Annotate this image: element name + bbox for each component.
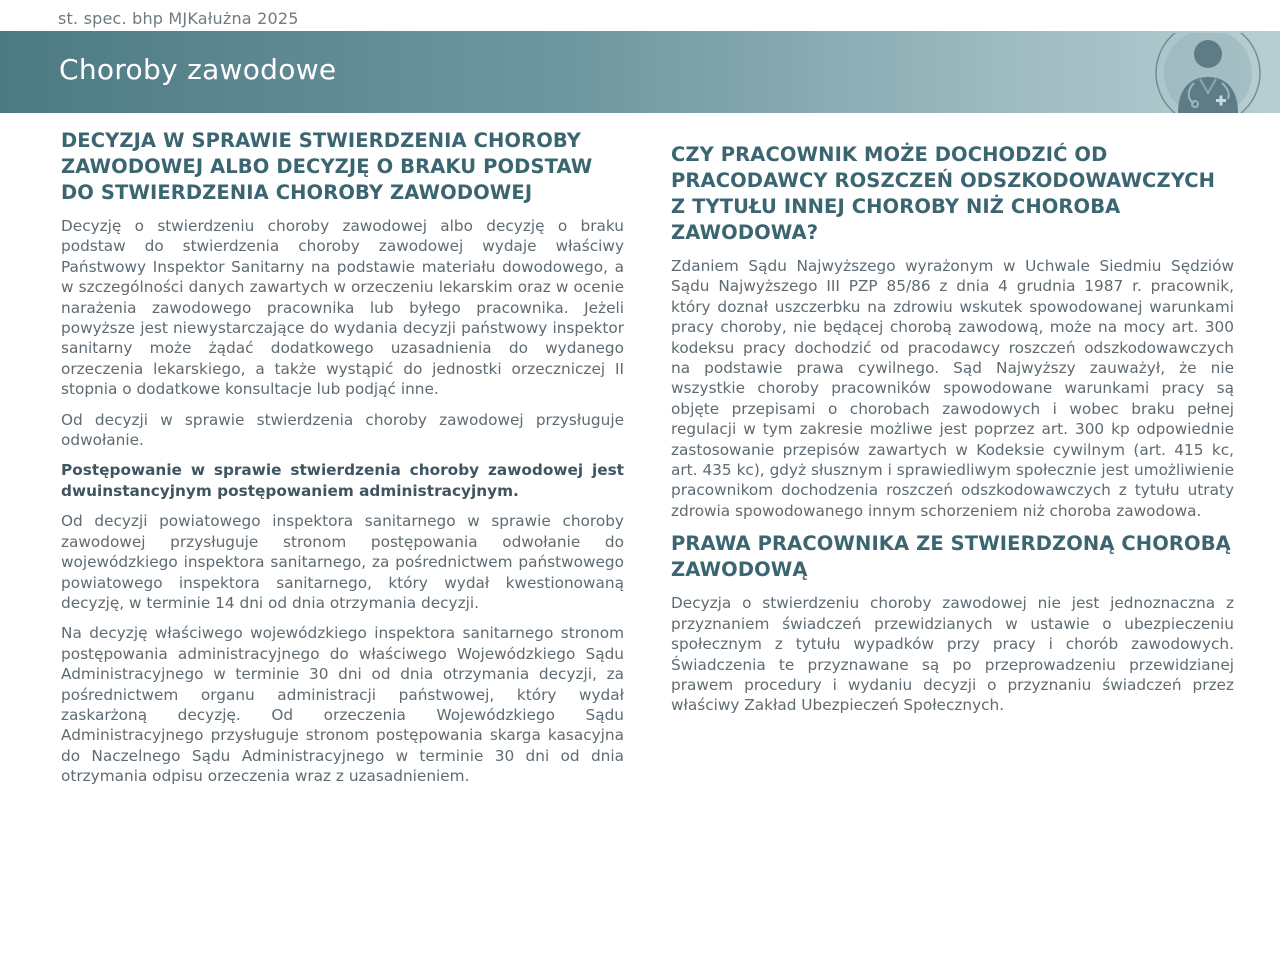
left-paragraph-4: Od decyzji powiatowego inspektora sanitarnego w sprawie choroby zawodowej przysługuje stronom postępowania odwołanie do wojewódzkiego inspektora sanitarnego, za pośrednictwem państwowego powiatowego inspektora sanitarnego, który wydał kwestionowaną decyzję, w terminie 14 dni od dnia otrzymania decyzji.	[61, 512, 624, 612]
left-paragraph-bold: Postępowanie w sprawie stwierdzenia choroby zawodowej jest dwuinstancyjnym postępowaniem administracyjnym.	[61, 461, 624, 500]
page-title: Choroby zawodowe	[59, 53, 337, 86]
left-paragraph-5: Na decyzję właściwego wojewódzkiego inspektora sanitarnego stronom postępowania administracyjnego do właściwego Wojewódzkiego Sądu Administracyjnego w terminie 30 dni od dnia otrzymania decyzji, za pośrednictwem organu administracji państwowej, który wydał zaskarżoną decyzję. Od orzeczenia Wojewódzkiego Sądu Administracyjnego przysługuje stronom postępowania skarga kasacyjna do Naczelnego Sądu Administracyjnego w terminie 30 dni od dnia otrzymania odpisu orzeczenia wraz z uzasadnieniem.	[61, 624, 624, 786]
author-note: st. spec. bhp MJKałużna 2025	[58, 9, 299, 28]
doctor-icon	[1150, 33, 1268, 113]
right-heading-1: CZY PRACOWNIK MOŻE DOCHODZIĆ OD PRACODAWCY ROSZCZEŃ ODSZKODOWAWCZYCH Z TYTUŁU INNEJ CHOROBY NIŻ CHOROBA ZAWODOWA?	[671, 143, 1216, 244]
right-heading-2: PRAWA PRACOWNIKA ZE STWIERDZONĄ CHOROBĄ ZAWODOWĄ	[671, 532, 1231, 582]
left-heading: DECYZJA W SPRAWIE STWIERDZENIA CHOROBY ZAWODOWEJ ALBO DECYZJĘ O BRAKU PODSTAW DO STWIERDZENIA CHOROBY ZAWODOWEJ	[61, 129, 593, 204]
title-banner	[0, 31, 1280, 113]
left-paragraph-2: Od decyzji w sprawie stwierdzenia choroby zawodowej przysługuje odwołanie.	[61, 410, 624, 450]
left-column	[61, 128, 624, 797]
right-paragraph-2: Decyzja o stwierdzeniu choroby zawodowej nie jest jednoznaczna z przyznaniem świadczeń przewidzianych w ustawie o ubezpieczeniu społecznym z tytułu wypadków przy pracy i chorób zawodowych. Świadczenia te przyznawane są po przeprowadzeniu przewidzianej prawem procedury i wydaniu decyzji o przyznaniu świadczeń przez właściwy Zakład Ubezpieczeń Społecznych.	[671, 594, 1234, 715]
right-paragraph-1: Zdaniem Sądu Najwyższego wyrażonym w Uchwale Siedmiu Sędziów Sądu Najwyższego III PZP 85/86 z dnia 4 grudnia 1987 r. pracownik, który doznał uszczerbku na zdrowiu wskutek spowodowanej warunkami pracy choroby, nie będącej chorobą zawodową, może na mocy art. 300 kodeksu pracy dochodzić od pracodawcy roszczeń odszkodowawczych na podstawie prawa cywilnego. Sąd Najwyższy zauważył, że nie wszystkie choroby pracowników spowodowane warunkami pracy są objęte przepisami o chorobach zawodowych i wobec braku pełnej regulacji w tym zakresie możliwe jest poprzez art. 300 kp odpowiednie zastosowanie przepisów zawartych w Kodeksie cywilnym (art. 415 kc, art. 435 kc), gdyż słusznym i sprawiedliwym społecznie jest umożliwienie pracownikom dochodzenia roszczeń odszkodowawczych z tytułu utraty zdrowia spowodowanego innym schorzeniem niż choroba zawodowa.	[671, 257, 1234, 520]
right-column	[671, 142, 1234, 716]
left-paragraph-1: Decyzję o stwierdzeniu choroby zawodowej albo decyzję o braku podstaw do stwierdzenia choroby zawodowej wydaje właściwy Państwowy Inspektor Sanitarny na podstawie materiału dowodowego, a w szczególności danych zawartych w orzeczeniu lekarskim oraz w ocenie narażenia zawodowego pracownika lub byłego pracownika. Jeżeli powyższe jest niewystarczające do wydania decyzji państwowy inspektor sanitarny może żądać dodatkowego uzasadnienia do wydanego orzeczenia lekarskiego, a także wystąpić do jednostki orzeczniczej II stopnia o dodatkowe konsultacje lub podjąć inne.	[61, 217, 624, 399]
